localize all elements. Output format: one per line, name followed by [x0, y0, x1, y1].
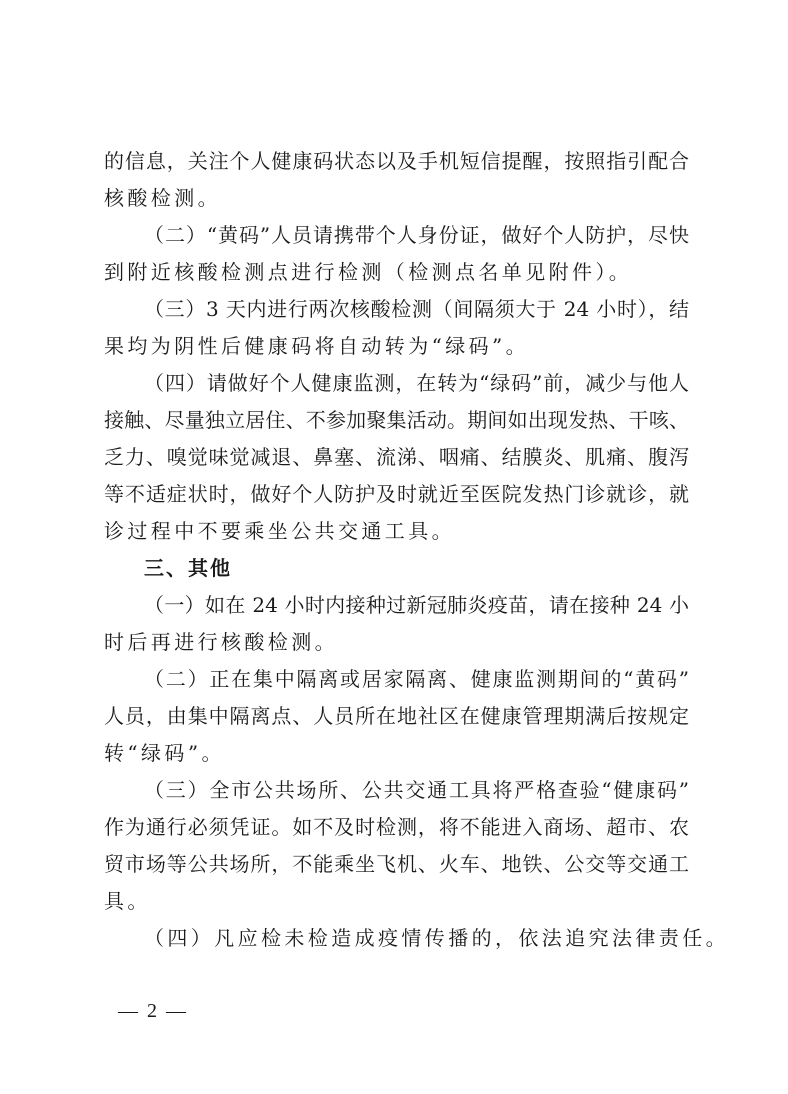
text-line: （四）请做好个人健康监测，在转为“绿码”前，减少与他人 [144, 371, 689, 395]
text-line: 作为通行必须凭证。如不及时检测，将不能进入商场、超市、农 [104, 815, 689, 839]
text-line: 的信息，关注个人健康码状态以及手机短信提醒，按照指引配合 [104, 149, 689, 173]
paragraph-item-4 [104, 365, 689, 550]
paragraph-continuation [104, 143, 689, 217]
text-line: （二）“黄码”人员请携带个人身份证，做好个人防护，尽快 [144, 223, 689, 247]
paragraph-item-3 [104, 291, 689, 365]
text-line: （一）如在 24 小时内接种过新冠肺炎疫苗，请在接种 24 小 [144, 593, 689, 617]
text-line: 乏力、嗅觉味觉减退、鼻塞、流涕、咽痛、结膜炎、肌痛、腹泻 [104, 445, 689, 469]
section-heading: 三、其他 [144, 556, 232, 580]
section-item-1 [104, 587, 689, 661]
text-line: 时后再进行核酸检测。 [104, 630, 338, 654]
text-line: 贸市场等公共场所，不能乘坐飞机、火车、地铁、公交等交通工 [104, 852, 689, 876]
text-line: 具。 [104, 889, 151, 913]
text-line: 转“绿码”。 [104, 741, 225, 765]
section-item-2 [104, 661, 689, 772]
text-line: 到附近核酸检测点进行检测（检测点名单见附件）。 [104, 260, 633, 284]
text-line: （三）3 天内进行两次核酸检测（间隔须大于 24 小时），结 [144, 297, 689, 321]
paragraph-item-2 [104, 217, 689, 291]
text-line: 果均为阴性后健康码将自动转为“绿码”。 [104, 334, 530, 358]
text-line: （二）正在集中隔离或居家隔离、健康监测期间的“黄码” [144, 667, 689, 691]
text-line: 等不适症状时，做好个人防护及时就近至医院发热门诊就诊，就 [104, 482, 689, 506]
section-item-4 [104, 920, 729, 957]
text-line: 诊过程中不要乘坐公共交通工具。 [104, 519, 455, 543]
text-line: 接触、尽量独立居住、不参加聚集活动。期间如出现发热、干咳、 [104, 408, 689, 432]
section-item-3 [104, 772, 689, 920]
document-page [104, 143, 729, 957]
text-line: （三）全市公共场所、公共交通工具将严格查验“健康码” [144, 778, 689, 802]
page-number: — 2 — [118, 1000, 188, 1022]
text-line: 人员，由集中隔离点、人员所在地社区在健康管理期满后按规定 [104, 704, 689, 728]
text-line: 核酸检测。 [104, 186, 221, 210]
text-line: （四）凡应检未检造成疫情传播的，依法追究法律责任。 [144, 926, 729, 950]
